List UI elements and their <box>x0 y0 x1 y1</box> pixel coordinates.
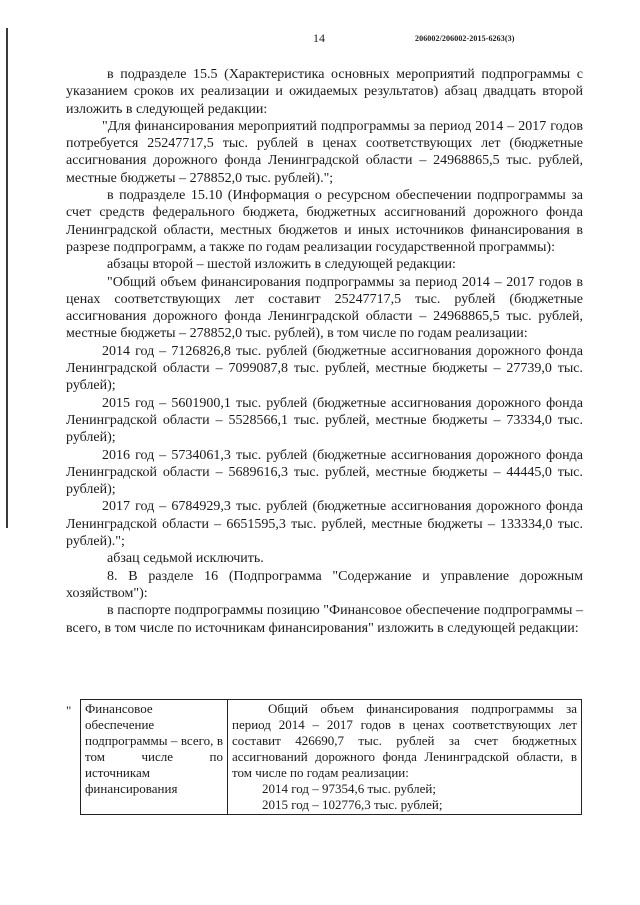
scan-edge-line <box>6 28 8 528</box>
paragraph: в подразделе 15.10 (Информация о ресурсном обеспечении подпрограммы за счет средств федерального бюджета, бюджетных ассигнований дорожного фонда Ленинградской области, местных бюджетов и иных источников финансирования в разрезе подпрограмм, а также по годам реализации государственной программы): <box>66 188 583 255</box>
financing-year: 2015 год – 102776,3 тыс. рублей; <box>262 797 443 812</box>
paragraph: 2017 год – 6784929,3 тыс. рублей (бюджетные ассигнования дорожного фонда Ленинградской области – 6651595,3 тыс. рублей, местные бюджеты – 133334,0 тыс. рублей)."; <box>66 499 583 550</box>
document-body <box>66 66 583 637</box>
paragraph: "Общий объем финансирования подпрограммы за период 2014 – 2017 годов в ценах соответствующих лет составит 25247717,5 тыс. рублей (бюджетные ассигнования дорожного фонда Ленинградской области – 24968865,5 тыс. рублей, местные бюджеты – 278852,0 тыс. рублей), в том числе по годам реализации: <box>66 274 583 342</box>
paragraph: 2016 год – 5734061,3 тыс. рублей (бюджетные ассигнования дорожного фонда Ленинградской области – 5689616,3 тыс. рублей, местные бюджеты – 44445,0 тыс. рублей); <box>66 447 583 498</box>
page-number: 14 <box>313 31 325 45</box>
passport-table <box>80 699 582 815</box>
table-row <box>81 700 582 815</box>
document-code: 206002/206002-2015-6263(3) <box>415 34 515 43</box>
table-cell-label: Финансовое обеспечение подпрограммы – всего, в том числе по источникам финансирования <box>81 700 228 815</box>
paragraph: абзац седьмой исключить. <box>107 551 264 567</box>
paragraph: "Для финансирования мероприятий подпрограммы за период 2014 – 2017 годов потребуется 25247717,5 тыс. рублей в ценах соответствующих лет (бюджетные ассигнования дорожного фонда Ленинградской области – 24968865,5 тыс. рублей, местные бюджеты – 278852,0 тыс. рублей)."; <box>66 118 583 186</box>
paragraph: 2015 год – 5601900,1 тыс. рублей (бюджетные ассигнования дорожного фонда Ленинградской области – 5528566,1 тыс. рублей, местные бюджеты – 73334,0 тыс. рублей); <box>66 395 583 446</box>
paragraph: 2014 год – 7126826,8 тыс. рублей (бюджетные ассигнования дорожного фонда Ленинградской области – 7099087,8 тыс. рублей, местные бюджеты – 27739,0 тыс. рублей); <box>66 343 583 394</box>
paragraph: 8. В разделе 16 (Подпрограмма "Содержание и управление дорожным хозяйством"): <box>66 568 583 601</box>
table-open-quote: " <box>66 703 72 718</box>
paragraph: в паспорте подпрограммы позицию "Финансовое обеспечение подпрограммы – всего, в том числе по источникам финансирования" изложить в следующей редакции: <box>66 603 583 636</box>
paragraph: абзацы второй – шестой изложить в следующей редакции: <box>107 257 456 273</box>
financing-intro: Общий объем финансирования подпрограммы за период 2014 – 2017 годов в ценах соответствующих лет составит 426690,7 тыс. рублей за счет бюджетных ассигнований дорожного фонда Ленинградской области, в том числе по годам реализации: <box>232 701 577 780</box>
paragraph: в подразделе 15.5 (Характеристика основных мероприятий подпрограммы с указанием сроков их реализации и ожидаемых результатов) абзац двадцать второй изложить в следующей редакции: <box>66 67 583 117</box>
financing-year: 2014 год – 97354,6 тыс. рублей; <box>262 781 436 796</box>
table-cell-value <box>228 700 582 815</box>
